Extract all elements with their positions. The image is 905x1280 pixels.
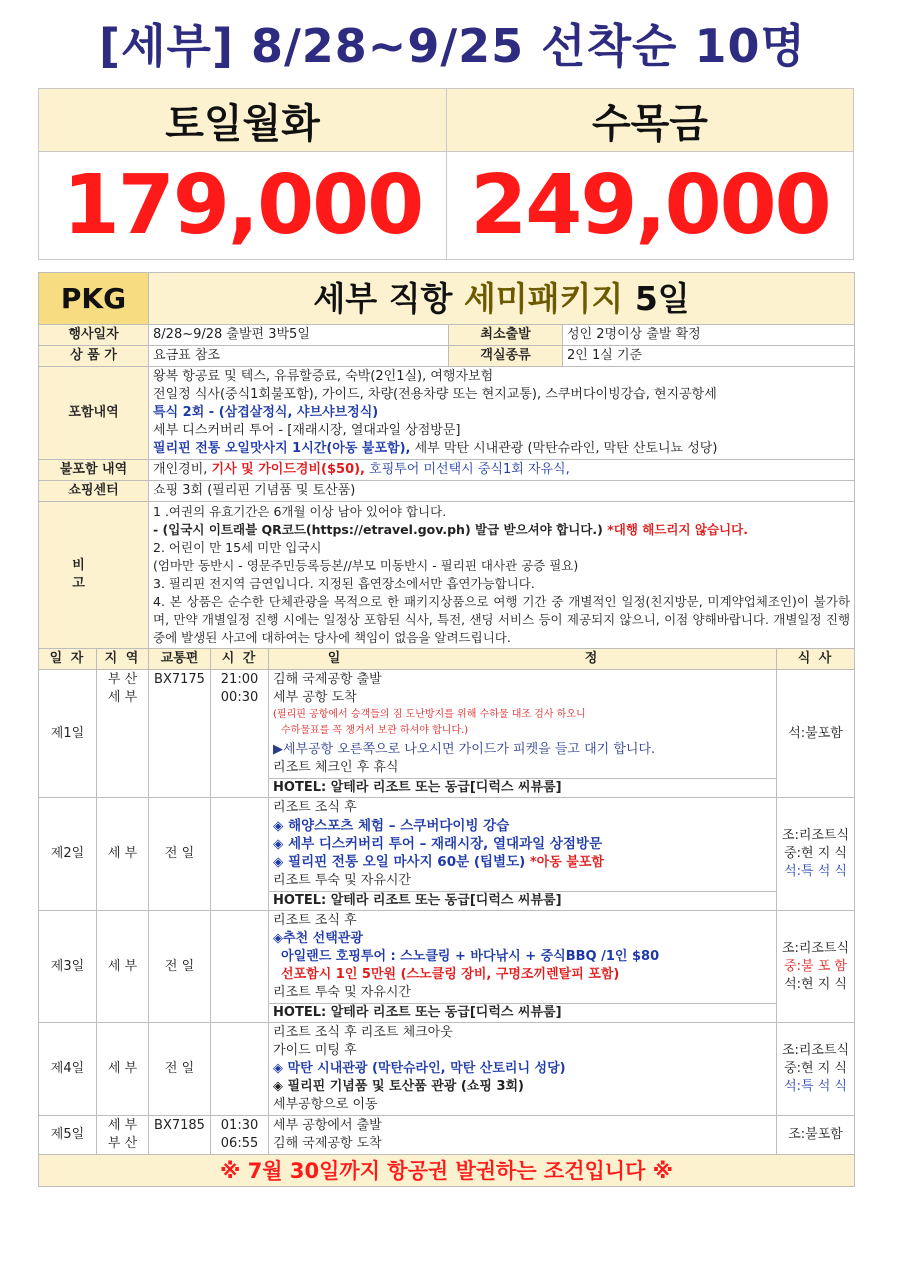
itinerary-line: 세부공항으로 이동 [273, 1097, 378, 1112]
exclusions-value [149, 460, 855, 481]
incl-massage: 필리핀 전통 오일맛사지 1시간(아동 불포함), [153, 441, 411, 456]
day-label: 제3일 [39, 911, 97, 1023]
itinerary-line: ◈ 필리핀 기념품 및 토산품 관광 (쇼핑 3회) [273, 1079, 524, 1094]
price-value-weekday: 179,000 [39, 152, 447, 260]
dates-value: 8/28~9/28 출발편 3박5일 [149, 325, 449, 346]
notes-list [149, 502, 855, 649]
hotel-line: HOTEL: 알테라 리조트 또는 동급[디럭스 씨뷰룸] [269, 891, 776, 910]
transport: 전 일 [149, 798, 211, 911]
time [211, 1116, 269, 1155]
meal-dinner: 석:특 석 식 [784, 1079, 847, 1094]
price-value: 요금표 참조 [149, 346, 449, 367]
itinerary [269, 911, 777, 1023]
region: 세 부 [97, 911, 149, 1023]
itinerary-line: ◈추천 선택관광 [273, 931, 363, 946]
exclusions-label: 불포함 내역 [39, 460, 149, 481]
note-qr: - (입국시 이트래블 QR코드(https://etravel.gov.ph) 발급 받으셔야 합니다.) [153, 522, 603, 537]
title-part-b: 세미패키지 [463, 278, 624, 318]
col-itinerary: 일 정 [269, 649, 777, 670]
note-line [153, 521, 850, 539]
meal-breakfast: 조:리조트식 [781, 1043, 850, 1058]
title-part-c: 5일 [634, 278, 690, 318]
excl-lunch: 호핑투어 미선택시 중식1회 자유식, [365, 462, 570, 477]
day-label: 제5일 [39, 1116, 97, 1155]
transport: 전 일 [149, 1023, 211, 1116]
region-to: 세 부 [107, 690, 138, 705]
flight: BX7175 [149, 670, 211, 798]
region-to: 부 산 [107, 1136, 138, 1151]
time-empty [211, 798, 269, 911]
itinerary-line: ◈ 세부 디스커버리 투어 – 재래시장, 열대과일 상점방문 [273, 836, 603, 852]
note-line: 3. 필리핀 전지역 금연입니다. 지정된 흡연장소에서만 흡연가능합니다. [153, 576, 535, 591]
price-days-weekday: 토일월화 [39, 89, 447, 152]
itinerary-line: 수하물표를 꼭 챙겨서 보관 하셔야 합니다.) [281, 725, 469, 736]
price-table [38, 88, 854, 260]
incl-city-tour: 세부 막탄 시내관광 (막탄슈라인, 막탄 산토니뇨 성당) [410, 441, 718, 456]
room-label: 객실종류 [449, 346, 563, 367]
footer-notice: ※ 7월 30일까지 항공권 발권하는 조건입니다 ※ [39, 1155, 855, 1187]
schedule-day-5 [39, 1116, 855, 1155]
shopping-label: 쇼핑센터 [39, 481, 149, 502]
col-transport: 교통편 [149, 649, 211, 670]
time-arrive: 00:30 [220, 690, 259, 705]
package-table [38, 272, 855, 1187]
meal-dinner: 석:특 석 식 [784, 864, 847, 879]
meal-lunch: 중:현 지 식 [784, 846, 847, 861]
itinerary-line: 리조트 투숙 및 자유시간 [273, 873, 411, 888]
region: 세 부 [97, 798, 149, 911]
itinerary-line: 리조트 체크인 후 휴식 [273, 760, 399, 775]
incl-line: 왕복 항공료 및 텍스, 유류할증료, 숙박(2인1실), 여행자보험 [153, 369, 494, 384]
notes-label: 비 고 [39, 502, 149, 649]
note-line: (엄마만 동반시 - 영문주민등록등본//부모 미동반시 - 필리핀 대사관 공증 필요) [153, 558, 579, 573]
col-time: 시 간 [211, 649, 269, 670]
inclusions-label: 포함내역 [39, 367, 149, 460]
note-no-proxy: *대행 해드리지 않습니다. [602, 522, 748, 537]
time-empty [211, 1023, 269, 1116]
itinerary-line: ▶세부공항 오른쪽으로 나오시면 가이드가 피켓을 들고 대기 합니다. [273, 742, 656, 757]
min-value: 성인 2명이상 출발 확정 [563, 325, 855, 346]
itinerary-line: 김해 국제공항 출발 [273, 672, 382, 687]
schedule-day-4 [39, 1023, 855, 1116]
headline: [세부] 8/28~9/25 선착순 10명 [99, 19, 806, 73]
itinerary-line: 리조트 투숙 및 자유시간 [273, 985, 411, 1000]
itinerary-line: 세부 공항에서 출발 [273, 1118, 382, 1133]
time-arrive: 06:55 [220, 1136, 259, 1151]
hotel-line: HOTEL: 알테라 리조트 또는 동급[디럭스 씨뷰룸] [269, 1003, 776, 1022]
incl-line: 전일정 식사(중식1회불포함), 가이드, 차량(전용차량 또는 현지교통), 스쿠버다이빙강습, 현지공항세 [153, 387, 717, 402]
itinerary-line [273, 853, 772, 872]
meal: 석:불포함 [777, 670, 855, 798]
meal-dinner: 석:현 지 식 [784, 976, 847, 992]
meals [777, 1023, 855, 1116]
meal: 조:불포함 [777, 1116, 855, 1155]
massage-item: ◈ 필리핀 전통 오일 마사지 60분 (팁별도) [273, 854, 526, 870]
incl-line: 세부 디스커버리 투어 - [재래시장, 열대과일 상점방문] [153, 423, 461, 438]
region-from: 부 산 [107, 672, 138, 687]
transport: 전 일 [149, 911, 211, 1023]
room-value: 2인 1실 기준 [563, 346, 855, 367]
dates-label: 행사일자 [39, 325, 149, 346]
time [211, 670, 269, 798]
min-label: 최소출발 [449, 325, 563, 346]
itinerary [269, 670, 777, 798]
region [97, 670, 149, 798]
day-label: 제2일 [39, 798, 97, 911]
excl-personal: 개인경비, [153, 462, 212, 477]
col-region: 지 역 [97, 649, 149, 670]
shopping-value: 쇼핑 3회 (필리핀 기념품 및 토산품) [149, 481, 855, 502]
itinerary-line: ◈ 해양스포츠 체험 – 스쿠버다이빙 강습 [273, 818, 510, 834]
time-depart: 01:30 [220, 1118, 259, 1133]
note-line: 4. 본 상품은 순수한 단체관광을 목적으로 한 패키지상품으로 여행 기간 중 개별적인 일정(친지방문, 미계약업체조인)이 불가하며, 만약 개별일정 진행 시에는 일정상 포함된 식사, 특전, 샌딩 서비스 등이 제공되지 않으니, 이점 양해바랍니다. 개별일정 진행 중에 발생된 사고에 대하여는 당사에 책임이 없음을 알려드립니다. [153, 594, 851, 645]
itinerary [269, 798, 777, 911]
meal-lunch: 중:현 지 식 [784, 1061, 847, 1076]
itinerary [269, 1023, 777, 1116]
itinerary-line: 세부 공항 도착 [273, 690, 357, 705]
region: 세 부 [97, 1023, 149, 1116]
itinerary-line: 가이드 미팅 후 [273, 1043, 357, 1058]
note-line: 1 .여권의 유효기간은 6개월 이상 남아 있어야 합니다. [153, 504, 447, 519]
price-days-weekend: 수목금 [447, 89, 854, 152]
itinerary-line: 선포함시 1인 5만원 (스노클링 장비, 구명조끼렌탈피 포함) [281, 967, 620, 982]
itinerary [269, 1116, 777, 1155]
incl-line [153, 440, 850, 458]
region-from: 세 부 [107, 1118, 138, 1133]
hotel-line: HOTEL: 알테라 리조트 또는 동급[디럭스 씨뷰룸] [269, 778, 776, 797]
itinerary-line: 리조트 조식 후 [273, 800, 357, 815]
time-empty [211, 911, 269, 1023]
itinerary-line: ◈ 막탄 시내관광 (막탄슈라인, 막탄 산토리니 성당) [273, 1061, 566, 1076]
meal-breakfast: 조:리조트식 [781, 828, 850, 843]
pkg-badge: PKG [39, 273, 149, 325]
itinerary-line: (필리핀 공항에서 승객들의 짐 도난방지를 위해 수하물 대조 검사 하오니 [273, 709, 586, 720]
schedule-day-3 [39, 911, 855, 1023]
note-line: 2. 어린이 만 15세 미만 입국시 [153, 540, 322, 555]
package-title [149, 273, 855, 325]
itinerary-line: 리조트 조식 후 [273, 913, 357, 928]
meals [777, 798, 855, 911]
title-part-a: 세부 직항 [313, 278, 453, 318]
excl-guide-fee: 기사 및 가이드경비($50), [211, 462, 365, 477]
itinerary-line: 김해 국제공항 도착 [273, 1136, 382, 1151]
schedule-day-1 [39, 670, 855, 798]
day-label: 제4일 [39, 1023, 97, 1116]
col-day: 일 자 [39, 649, 97, 670]
day-label: 제1일 [39, 670, 97, 798]
col-meals: 식 사 [777, 649, 855, 670]
region [97, 1116, 149, 1155]
inclusions-list [149, 367, 855, 460]
flight: BX7185 [149, 1116, 211, 1155]
price-value-weekend: 249,000 [447, 152, 854, 260]
schedule-day-2 [39, 798, 855, 911]
meal-breakfast: 조:리조트식 [781, 940, 850, 956]
price-label: 상 품 가 [39, 346, 149, 367]
massage-note: *아동 불포함 [525, 855, 604, 870]
itinerary-line: 아일랜드 호핑투어 : 스노클링 + 바다낚시 + 중식BBQ /1인 $80 [281, 949, 660, 964]
time-depart: 21:00 [220, 672, 259, 687]
itinerary-line: 리조트 조식 후 리조트 체크아웃 [273, 1025, 453, 1040]
meal-lunch: 중:불 포 함 [784, 958, 847, 974]
incl-line: 특식 2회 - (삼겹살정식, 샤브샤브정식) [153, 405, 379, 420]
meals [777, 911, 855, 1023]
